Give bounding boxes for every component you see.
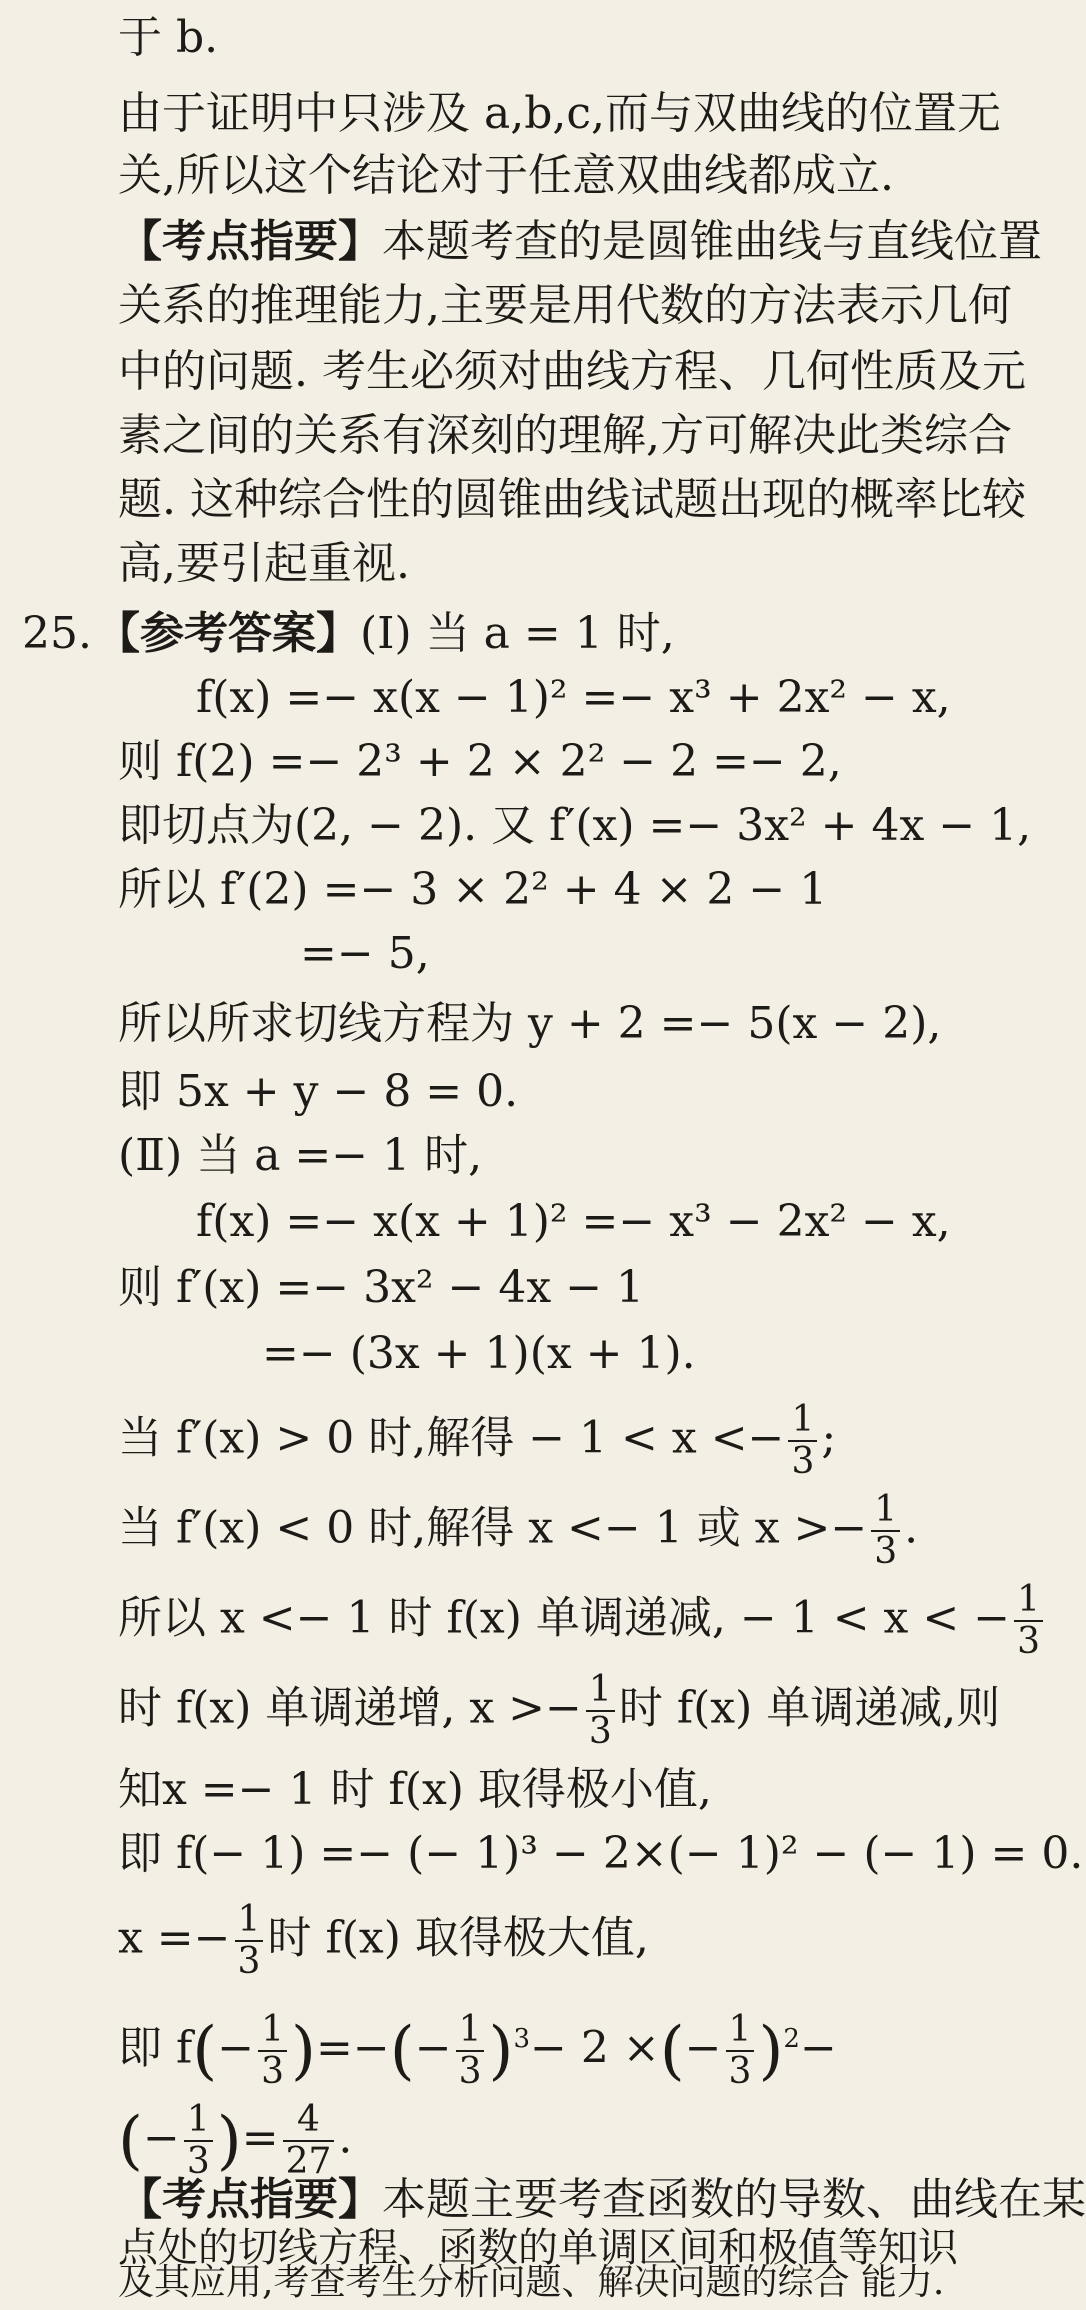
denominator: 3 (186, 2141, 210, 2182)
fraction (871, 1490, 900, 1572)
text-line: 中的问题. 考生必须对曲线方程、几何性质及元 (118, 346, 1026, 397)
numerator: 1 (586, 1670, 615, 1712)
question-number: 25. (22, 608, 92, 659)
formula-line (118, 1670, 1000, 1752)
fraction (456, 2010, 485, 2092)
paren: ) (216, 2104, 242, 2178)
fraction (726, 2010, 755, 2092)
text-span: 当 f′(x) < 0 时,解得 x <− 1 或 x >− (118, 1502, 868, 1554)
text-span: − (684, 2022, 722, 2074)
formula-line (118, 2010, 837, 2092)
numerator: 1 (456, 2010, 485, 2052)
numerator: 4 (283, 2100, 335, 2142)
denominator: 3 (1017, 1621, 1040, 1662)
fraction (235, 1900, 264, 1982)
key-point-label: 【考点指要】 (118, 2174, 382, 2225)
formula-line (118, 1490, 918, 1572)
numerator: 1 (235, 1900, 264, 1942)
paren: ( (659, 2014, 685, 2088)
formula-line: 知x =− 1 时 f(x) 取得极小值, (118, 1764, 712, 1815)
denominator: 3 (728, 2051, 752, 2092)
paren: ) (488, 2014, 514, 2088)
numerator: 1 (184, 2100, 213, 2142)
text-span: x =− (118, 1912, 231, 1964)
text-line: 于 b. (118, 12, 219, 63)
formula-line: f(x) =− x(x + 1)² =− x³ − 2x² − x, (196, 1196, 951, 1247)
key-point-label: 【考点指要】 (118, 216, 382, 267)
formula-line: 即 5x + y − 8 = 0. (118, 1066, 519, 1117)
text-line: 素之间的关系有深刻的理解,方可解决此类综合 (118, 410, 1012, 461)
fraction (586, 1670, 615, 1752)
text-span: 本题主要考查函数的导数、曲线在某 (382, 2174, 1086, 2225)
text-span: 时 f(x) 单调递增, x >− (118, 1682, 582, 1734)
text-line: 关系的推理能力,主要是用代数的方法表示几何 (118, 280, 1012, 331)
formula-line: (Ⅱ) 当 a =− 1 时, (118, 1130, 483, 1181)
text-span: = (241, 2112, 279, 2164)
text-span: 时 f(x) 单调递减,则 (618, 1682, 1001, 1734)
paren: ) (758, 2014, 784, 2088)
formula-line: 即切点为(2, − 2). 又 f′(x) =− 3x² + 4x − 1, (118, 800, 1032, 851)
numerator: 1 (871, 1490, 900, 1532)
formula-line: =− (3x + 1)(x + 1). (262, 1328, 696, 1379)
fraction (258, 2010, 287, 2092)
exponent: 3 (513, 2023, 530, 2054)
paren: ) (291, 2014, 316, 2088)
text-line (118, 212, 1042, 272)
text-line: 关,所以这个结论对于任意双曲线都成立. (118, 150, 894, 201)
text-span: − (414, 2022, 452, 2074)
formula-line (118, 1580, 1047, 1662)
formula-line: 即 f(− 1) =− (− 1)³ − 2×(− 1)² − (− 1) = 0. (118, 1828, 1084, 1879)
text-span: 本题考查的是圆锥曲线与直线位置 (382, 216, 1042, 267)
text-span: 即 f (118, 2022, 193, 2074)
formula-line: =− 5, (300, 928, 430, 979)
text-span: 所以 x <− 1 时 f(x) 单调递减, − 1 < x < − (118, 1592, 1011, 1644)
paren: ( (389, 2014, 415, 2088)
text-span: 及其应用,考查考生分析问题、解决问题的综合 (118, 2262, 850, 2303)
denominator: 3 (458, 2051, 482, 2092)
text-span: 能力. (860, 2262, 945, 2303)
paren: ( (118, 2104, 143, 2178)
denominator: 3 (588, 1711, 612, 1752)
text-span: =− (316, 2022, 390, 2074)
text-span: − (799, 2022, 837, 2074)
formula-line (118, 1900, 649, 1982)
text-span: − 2 × (530, 2022, 660, 2074)
text-line (96, 604, 675, 664)
numerator: 1 (1014, 1580, 1043, 1622)
answer-label: 【参考答案】 (96, 608, 360, 659)
text-line: 由于证明中只涉及 a,b,c,而与双曲线的位置无 (118, 88, 1001, 139)
numerator: 1 (726, 2010, 755, 2052)
exponent: 2 (783, 2023, 800, 2054)
text-span: ; (821, 1412, 837, 1464)
text-line: 题. 这种综合性的圆锥曲线试题出现的概率比较 (118, 474, 1026, 525)
paren: ( (192, 2014, 218, 2088)
formula-line: 则 f′(x) =− 3x² − 4x − 1 (118, 1262, 645, 1313)
formula-line: 所以 f′(2) =− 3 × 2² + 4 × 2 − 1 (118, 864, 828, 915)
formula-line: 所以所求切线方程为 y + 2 =− 5(x − 2), (118, 998, 942, 1049)
denominator: 3 (261, 2051, 285, 2092)
denominator: 27 (285, 2141, 332, 2182)
text-span: − (142, 2112, 180, 2164)
text-span: (Ⅰ) 当 a = 1 时, (360, 608, 675, 659)
denominator: 3 (874, 1531, 898, 1572)
text-span: . (338, 2112, 353, 2164)
text-line: 高,要引起重视. (118, 538, 410, 589)
numerator: 1 (788, 1400, 817, 1442)
denominator: 3 (791, 1441, 815, 1482)
text-line: 点处的切线方程、函数的单调区间和极值等知识 (118, 2225, 958, 2271)
text-span: 当 f′(x) > 0 时,解得 − 1 < x <− (118, 1412, 785, 1464)
text-span: − (217, 2022, 255, 2074)
text-line (118, 2258, 944, 2308)
fraction (1014, 1580, 1043, 1662)
denominator: 3 (237, 1941, 261, 1982)
formula-line: 则 f(2) =− 2³ + 2 × 2² − 2 =− 2, (118, 736, 842, 787)
formula-line (118, 1400, 836, 1482)
fraction (788, 1400, 817, 1482)
text-span: . (904, 1502, 919, 1554)
numerator: 1 (258, 2010, 287, 2052)
formula-line: f(x) =− x(x − 1)² =− x³ + 2x² − x, (196, 672, 951, 723)
text-span: 时 f(x) 取得极大值, (267, 1912, 649, 1964)
